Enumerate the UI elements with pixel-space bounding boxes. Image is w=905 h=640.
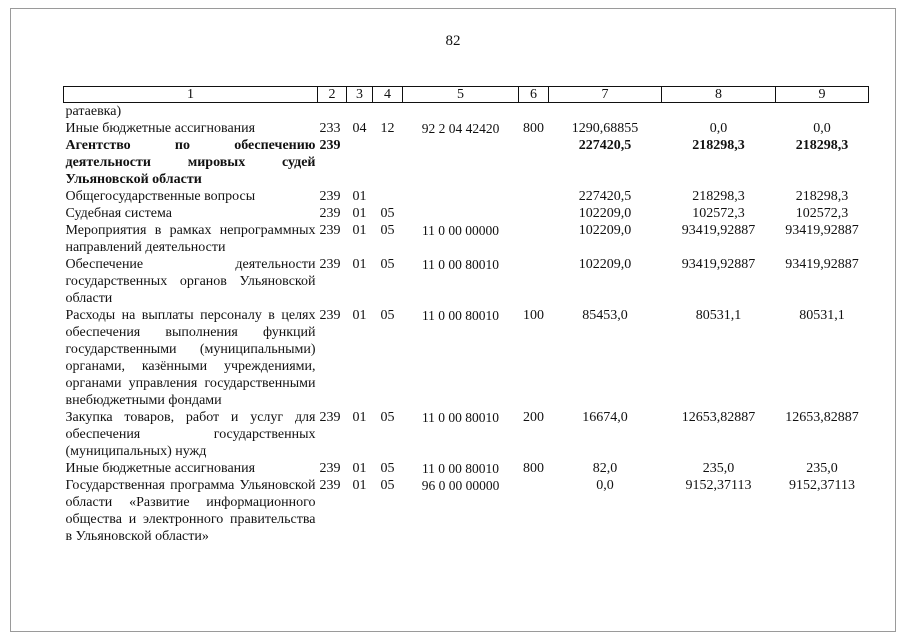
header-cell: 5 [403, 87, 519, 103]
item-name: Судебная система [65, 206, 172, 221]
amount-col9: 93419,92887 [785, 223, 859, 238]
code-target [403, 137, 519, 188]
code-subsection: 12 [380, 121, 395, 136]
item-name: ратаевка) [65, 104, 122, 119]
amount-col8: 93419,92887 [681, 257, 756, 272]
header-cell: 7 [549, 87, 662, 103]
table-row [64, 137, 869, 188]
amount-col9: 218298,3 [795, 189, 849, 204]
code-expense-type [519, 205, 549, 222]
code-admin [318, 103, 347, 121]
amount-col8: 9152,37113 [685, 478, 752, 493]
code-expense-type [519, 222, 549, 256]
code-subsection: 05 [380, 461, 395, 476]
code-admin: 233 [319, 121, 341, 136]
table-row [64, 409, 869, 460]
code-expense-type [519, 103, 549, 121]
code-section: 04 [352, 121, 367, 136]
item-name: Агентство по обеспечению деятельности мировых судей Ульяновской области [65, 138, 316, 187]
amount-col8: 12653,82887 [681, 410, 756, 425]
table-row [64, 103, 869, 121]
code-section [347, 103, 373, 121]
amount-col8: 93419,92887 [681, 223, 756, 238]
code-section: 01 [352, 308, 367, 323]
table-row [64, 460, 869, 477]
code-subsection [373, 137, 403, 188]
code-section [347, 137, 373, 188]
code-target [403, 188, 519, 205]
header-row [64, 87, 869, 103]
table-row [64, 477, 869, 545]
amount-col7: 85453,0 [582, 308, 628, 323]
item-name: Государственная программа Ульяновской области «Развитие информационного общества и электронного правительства в Ульяновской области» [65, 478, 316, 544]
code-target: 11 0 00 80010 [421, 410, 500, 425]
header-cell: 6 [519, 87, 549, 103]
amount-col8: 218298,3 [692, 138, 745, 153]
code-admin: 239 [319, 478, 341, 493]
code-expense-type [519, 256, 549, 307]
amount-col7: 16674,0 [582, 410, 628, 425]
item-name: Иные бюджетные ассигнования [65, 461, 256, 476]
item-name: Закупка товаров, работ и услуг для обеспечения государственных (муниципальных) нужд [65, 410, 316, 459]
code-target [403, 103, 519, 121]
code-target: 92 2 04 42420 [421, 121, 500, 136]
amount-col7: 227420,5 [578, 189, 632, 204]
amount-col9: 12653,82887 [785, 410, 859, 425]
table-row [64, 307, 869, 409]
header-cell: 1 [64, 87, 318, 103]
code-admin: 239 [319, 410, 341, 425]
amount-col8: 0,0 [709, 121, 728, 136]
amount-col9: 0,0 [813, 121, 831, 136]
amount-col7: 102209,0 [578, 223, 632, 238]
code-subsection: 05 [380, 410, 395, 425]
amount-col7: 82,0 [592, 461, 618, 476]
code-expense-type [519, 477, 549, 545]
code-expense-type [519, 188, 549, 205]
code-section: 01 [352, 410, 367, 425]
amount-col9: 235,0 [806, 461, 838, 476]
code-section: 01 [352, 223, 367, 238]
code-target: 11 0 00 80010 [421, 257, 500, 272]
amount-col9: 102572,3 [795, 206, 849, 221]
code-expense-type [519, 137, 549, 188]
amount-col7: 102209,0 [578, 206, 632, 221]
code-target: 96 0 00 00000 [421, 478, 500, 493]
table-row [64, 205, 869, 222]
code-section: 01 [352, 461, 367, 476]
code-admin: 239 [319, 461, 341, 476]
amount-col9 [776, 103, 869, 121]
code-section: 01 [352, 189, 367, 204]
item-name: Расходы на выплаты персоналу в целях обеспечения выполнения функций государственными (муниципальными) органами, казёнными учреждениями, органами управления государственными внебюджетными фондами [65, 308, 316, 408]
code-admin: 239 [319, 138, 341, 153]
code-expense-type: 200 [523, 410, 544, 425]
amount-col7 [549, 103, 662, 121]
table-row [64, 256, 869, 307]
code-target: 11 0 00 80010 [421, 308, 500, 323]
code-admin: 239 [319, 189, 341, 204]
amount-col9: 9152,37113 [789, 478, 855, 493]
code-subsection [373, 103, 403, 121]
header-cell: 8 [662, 87, 776, 103]
amount-col9: 218298,3 [795, 138, 849, 153]
amount-col8: 80531,1 [695, 308, 742, 323]
code-admin: 239 [319, 223, 341, 238]
code-admin: 239 [319, 206, 341, 221]
item-name: Общегосударственные вопросы [65, 189, 256, 204]
code-admin: 239 [319, 257, 341, 272]
table-row [64, 188, 869, 205]
amount-col8: 218298,3 [692, 189, 745, 204]
code-expense-type: 800 [523, 461, 544, 476]
amount-col9: 80531,1 [799, 308, 845, 323]
amount-col8: 102572,3 [692, 206, 745, 221]
code-section: 01 [352, 478, 367, 493]
amount-col7: 1290,68855 [571, 121, 639, 136]
code-target: 11 0 00 80010 [421, 461, 500, 476]
amount-col7: 102209,0 [578, 257, 632, 272]
code-subsection: 05 [380, 223, 395, 238]
budget-table [63, 86, 869, 545]
header-cell: 3 [347, 87, 373, 103]
document-page [10, 8, 896, 632]
code-target: 11 0 00 00000 [421, 223, 500, 238]
code-subsection: 05 [380, 478, 395, 493]
amount-col8: 235,0 [702, 461, 735, 476]
code-expense-type: 100 [523, 308, 544, 323]
code-section: 01 [352, 257, 367, 272]
item-name: Обеспечение деятельности государственных органов Ульяновской области [65, 257, 316, 306]
page-number: 82 [445, 33, 461, 49]
code-subsection: 05 [380, 206, 395, 221]
item-name: Мероприятия в рамках непрограммных направлений деятельности [65, 223, 316, 255]
header-cell: 4 [373, 87, 403, 103]
table-row [64, 120, 869, 137]
code-target [403, 205, 519, 222]
amount-col7: 227420,5 [578, 138, 632, 153]
item-name: Иные бюджетные ассигнования [65, 121, 256, 136]
code-subsection [373, 188, 403, 205]
code-subsection: 05 [380, 257, 395, 272]
table-row [64, 222, 869, 256]
code-expense-type: 800 [523, 121, 544, 136]
code-section: 01 [352, 206, 367, 221]
header-cell: 9 [776, 87, 869, 103]
header-cell: 2 [318, 87, 347, 103]
amount-col8 [662, 103, 776, 121]
code-subsection: 05 [380, 308, 395, 323]
amount-col9: 93419,92887 [785, 257, 859, 272]
code-admin: 239 [319, 308, 341, 323]
amount-col7: 0,0 [596, 478, 614, 493]
